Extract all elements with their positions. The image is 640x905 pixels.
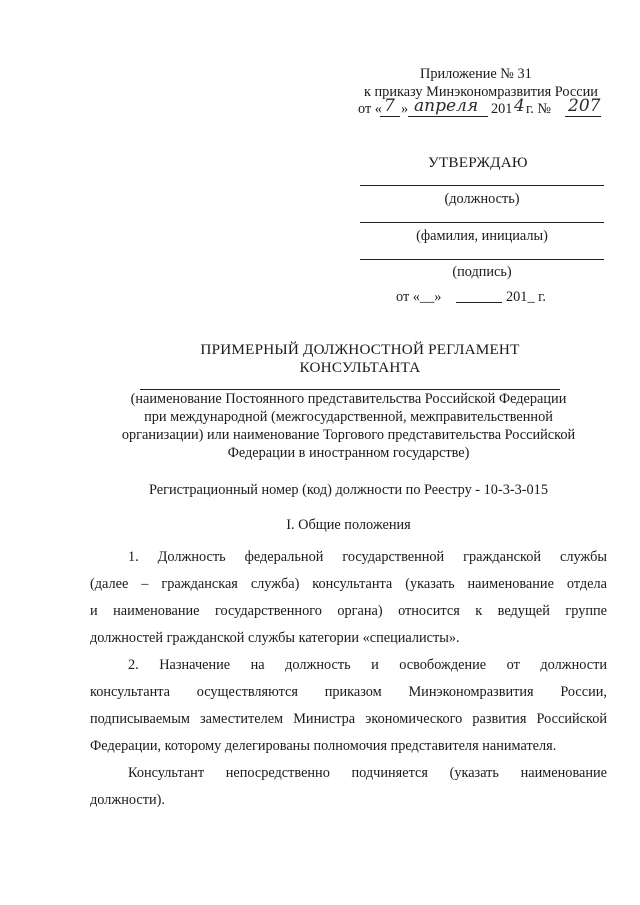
handwritten-order-number: 207	[568, 96, 601, 116]
handwritten-day: 7	[384, 96, 395, 116]
organization-hint-line: при международной (межгосударственной, межправительственной	[144, 409, 553, 425]
organization-hint-line: Федерации в иностранном государстве)	[227, 445, 470, 461]
paragraph-line: должностей гражданской службы категории «специалисты».	[90, 630, 460, 646]
handwritten-month: апреля	[414, 96, 479, 116]
name-line	[360, 222, 604, 223]
document-title-line1: ПРИМЕРНЫЙ ДОЛЖНОСТНОЙ РЕГЛАМЕНТ	[200, 341, 520, 358]
paragraph-line: должности).	[90, 792, 165, 808]
paragraph-line: 1. Должность федеральной государственной гражданской службы	[128, 549, 607, 565]
handwritten-year-digit: 4	[514, 96, 525, 116]
paragraph-line: (далее – гражданская служба) консультанта (указать наименование отдела	[90, 576, 607, 592]
section-heading: I. Общие положения	[286, 517, 411, 533]
position-hint: (должность)	[444, 191, 520, 207]
appendix-label: Приложение № 31	[420, 66, 532, 82]
year-prefix: 201	[491, 101, 513, 117]
paragraph-line: консультанта осуществляются приказом Минэкономразвития России,	[90, 684, 607, 700]
paragraph-line: подписываемым заместителем Министра экономического развития Российской	[90, 711, 607, 727]
registry-number: Регистрационный номер (код) должности по Реестру - 10-3-3-015	[149, 482, 548, 498]
signature-hint: (подпись)	[452, 264, 512, 280]
approve-heading: УТВЕРЖДАЮ	[428, 154, 528, 171]
name-hint: (фамилия, инициалы)	[416, 228, 548, 244]
date-prefix: от «	[358, 101, 382, 117]
paragraph-line: и наименование государственного органа) относится к ведущей группе	[90, 603, 607, 619]
month-underline	[408, 116, 488, 117]
year-suffix: г. №	[526, 101, 552, 117]
number-underline	[565, 116, 601, 117]
approval-month-line	[456, 302, 502, 303]
date-mid: »	[401, 101, 409, 117]
paragraph-line: Федерации, которому делегированы полномочия представителя нанимателя.	[90, 738, 557, 754]
paragraph-line: 2. Назначение на должность и освобождение от должности	[128, 657, 607, 673]
position-line	[360, 185, 604, 186]
organization-hint-line: организации) или наименование Торгового представительства Российской	[121, 427, 576, 443]
approval-date-start: от «__»	[396, 289, 442, 305]
paragraph-line: Консультант непосредственно подчиняется (указать наименование	[128, 765, 607, 781]
document-title-line2: КОНСУЛЬТАНТА	[299, 359, 421, 376]
approval-date-year: 201_ г.	[506, 289, 546, 305]
organization-line	[140, 389, 560, 390]
order-reference: к приказу Минэкономразвития России	[364, 84, 598, 100]
day-underline	[380, 116, 400, 117]
organization-hint-line: (наименование Постоянного представительства Российской Федерации	[130, 391, 567, 407]
signature-line	[360, 259, 604, 260]
